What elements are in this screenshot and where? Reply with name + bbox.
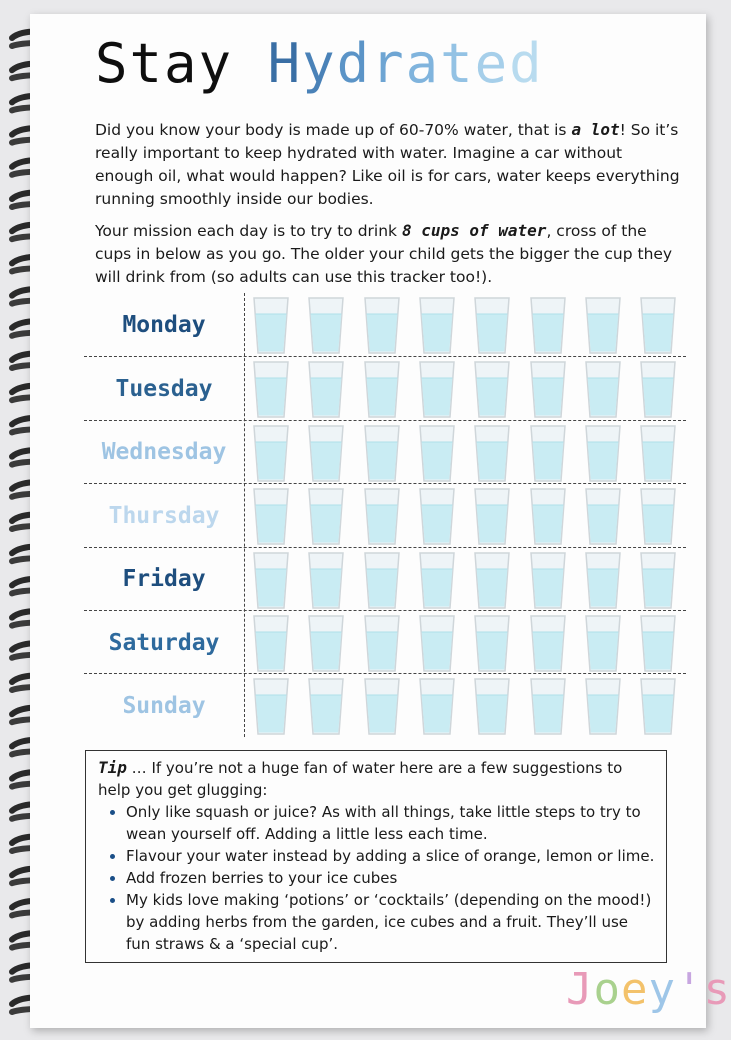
day-label: Thursday	[108, 502, 220, 529]
water-cup-icon[interactable]	[252, 677, 290, 736]
tip-list	[98, 801, 656, 955]
logo-letter: J	[566, 964, 594, 1015]
water-cup-icon[interactable]	[252, 614, 290, 673]
cup-row	[252, 357, 682, 420]
day-label: Tuesday	[115, 375, 213, 402]
water-cup-icon[interactable]	[473, 677, 511, 736]
water-cup-icon[interactable]	[418, 360, 456, 419]
water-cup-icon[interactable]	[307, 614, 345, 673]
water-cup-icon[interactable]	[473, 424, 511, 483]
water-cup-icon[interactable]	[639, 551, 677, 610]
tip-intro: Tip … If you’re not a huge fan of water here are a few suggestions to help you get glugging:	[98, 758, 623, 799]
water-cup-icon[interactable]	[639, 296, 677, 355]
water-cup-icon[interactable]	[363, 296, 401, 355]
logo-letter: '	[676, 964, 704, 1015]
water-cup-icon[interactable]	[307, 296, 345, 355]
day-row-saturday	[84, 610, 686, 674]
tip-item: • Only like squash or juice? As with all things, take little steps to try to wean yourself off. Adding a little less each time.	[126, 801, 656, 845]
water-cup-icon[interactable]	[363, 424, 401, 483]
cup-row	[252, 611, 682, 674]
water-cup-icon[interactable]	[307, 424, 345, 483]
water-cup-icon[interactable]	[473, 296, 511, 355]
water-cup-icon[interactable]	[529, 614, 567, 673]
water-cup-icon[interactable]	[418, 424, 456, 483]
title-letter: t	[440, 32, 475, 95]
water-cup-icon[interactable]	[363, 551, 401, 610]
water-cup-icon[interactable]	[252, 551, 290, 610]
title-letter: e	[474, 32, 510, 95]
water-cup-icon[interactable]	[584, 614, 622, 673]
title-word-stay: Stay	[95, 32, 234, 95]
water-cup-icon[interactable]	[252, 360, 290, 419]
water-cup-icon[interactable]	[529, 424, 567, 483]
water-cup-icon[interactable]	[252, 296, 290, 355]
water-cup-icon[interactable]	[639, 677, 677, 736]
water-cup-icon[interactable]	[529, 487, 567, 546]
water-cup-icon[interactable]	[529, 296, 567, 355]
water-cup-icon[interactable]	[584, 487, 622, 546]
water-cup-icon[interactable]	[418, 614, 456, 673]
water-cup-icon[interactable]	[584, 551, 622, 610]
joeys-logo	[566, 960, 731, 1020]
water-cup-icon[interactable]	[639, 487, 677, 546]
water-cup-icon[interactable]	[529, 677, 567, 736]
water-cup-icon[interactable]	[252, 487, 290, 546]
water-cup-icon[interactable]	[639, 614, 677, 673]
water-cup-icon[interactable]	[529, 551, 567, 610]
cup-row	[252, 484, 682, 547]
water-cup-icon[interactable]	[473, 614, 511, 673]
day-row-thursday	[84, 483, 686, 547]
water-cup-icon[interactable]	[473, 360, 511, 419]
water-cup-icon[interactable]	[473, 551, 511, 610]
water-cup-icon[interactable]	[307, 551, 345, 610]
water-tracker-grid	[84, 293, 686, 737]
title-letter: r	[371, 32, 406, 95]
emphasis-8-cups: 8 cups of water	[401, 221, 547, 240]
water-cup-icon[interactable]	[363, 677, 401, 736]
title-letter: y	[302, 32, 337, 95]
tip-item: • My kids love making ‘potions’ or ‘cocktails’ (depending on the mood!) by adding herbs from the garden, ice cubes and a fruit. They’ll use fun straws & a ‘special cup’.	[126, 889, 656, 955]
water-cup-icon[interactable]	[252, 424, 290, 483]
water-cup-icon[interactable]	[307, 487, 345, 546]
day-label: Friday	[122, 566, 206, 593]
water-cup-icon[interactable]	[418, 677, 456, 736]
day-label: Monday	[122, 311, 206, 338]
water-cup-icon[interactable]	[363, 614, 401, 673]
water-cup-icon[interactable]	[584, 677, 622, 736]
day-row-friday	[84, 547, 686, 611]
day-label: Saturday	[108, 629, 220, 656]
water-cup-icon[interactable]	[307, 677, 345, 736]
day-row-tuesday	[84, 356, 686, 420]
water-cup-icon[interactable]	[529, 360, 567, 419]
emphasis-a-lot: a lot	[571, 120, 620, 139]
day-label: Sunday	[122, 692, 206, 719]
water-cup-icon[interactable]	[418, 296, 456, 355]
intro-text	[95, 118, 680, 297]
water-cup-icon[interactable]	[418, 487, 456, 546]
logo-letter: s	[703, 964, 731, 1015]
logo-letter: o	[593, 964, 621, 1015]
cup-row	[252, 421, 682, 484]
tip-box	[85, 750, 667, 963]
water-cup-icon[interactable]	[584, 424, 622, 483]
title-letter: d	[509, 32, 544, 95]
water-cup-icon[interactable]	[473, 487, 511, 546]
water-cup-icon[interactable]	[639, 424, 677, 483]
water-cup-icon[interactable]	[363, 360, 401, 419]
intro-paragraph-1: Did you know your body is made up of 60-70% water, that is a lot! So it’s really important to keep hydrated with water. Imagine a car without enough oil, what would happen? Like oil is for cars, water keeps everything running smoothly inside our bodies.	[95, 120, 680, 208]
title-letter: d	[336, 32, 372, 95]
tip-label: Tip	[98, 758, 127, 777]
water-cup-icon[interactable]	[363, 487, 401, 546]
title-letter: H	[267, 32, 303, 95]
cup-row	[252, 293, 682, 356]
logo-letter: y	[648, 964, 676, 1015]
day-row-monday	[84, 293, 686, 356]
logo-letter: e	[621, 964, 649, 1015]
water-cup-icon[interactable]	[307, 360, 345, 419]
cup-row	[252, 674, 682, 737]
day-label: Wednesday	[101, 439, 227, 466]
tip-item: • Add frozen berries to your ice cubes	[126, 867, 656, 889]
title-letter: a	[405, 32, 441, 95]
day-row-wednesday	[84, 420, 686, 484]
water-cup-icon[interactable]	[418, 551, 456, 610]
tip-item: • Flavour your water instead by adding a slice of orange, lemon or lime.	[126, 845, 656, 867]
page-title	[95, 24, 544, 104]
day-row-sunday	[84, 673, 686, 737]
intro-paragraph-2: Your mission each day is to try to drink 8 cups of water, cross of the cups in below as you go. The older your child gets the bigger the cup they will drink from (so adults can use this tracker too!).	[95, 221, 673, 286]
water-cup-icon[interactable]	[584, 360, 622, 419]
water-cup-icon[interactable]	[639, 360, 677, 419]
title-word-hydrated	[268, 32, 544, 95]
cup-row	[252, 548, 682, 611]
water-cup-icon[interactable]	[584, 296, 622, 355]
